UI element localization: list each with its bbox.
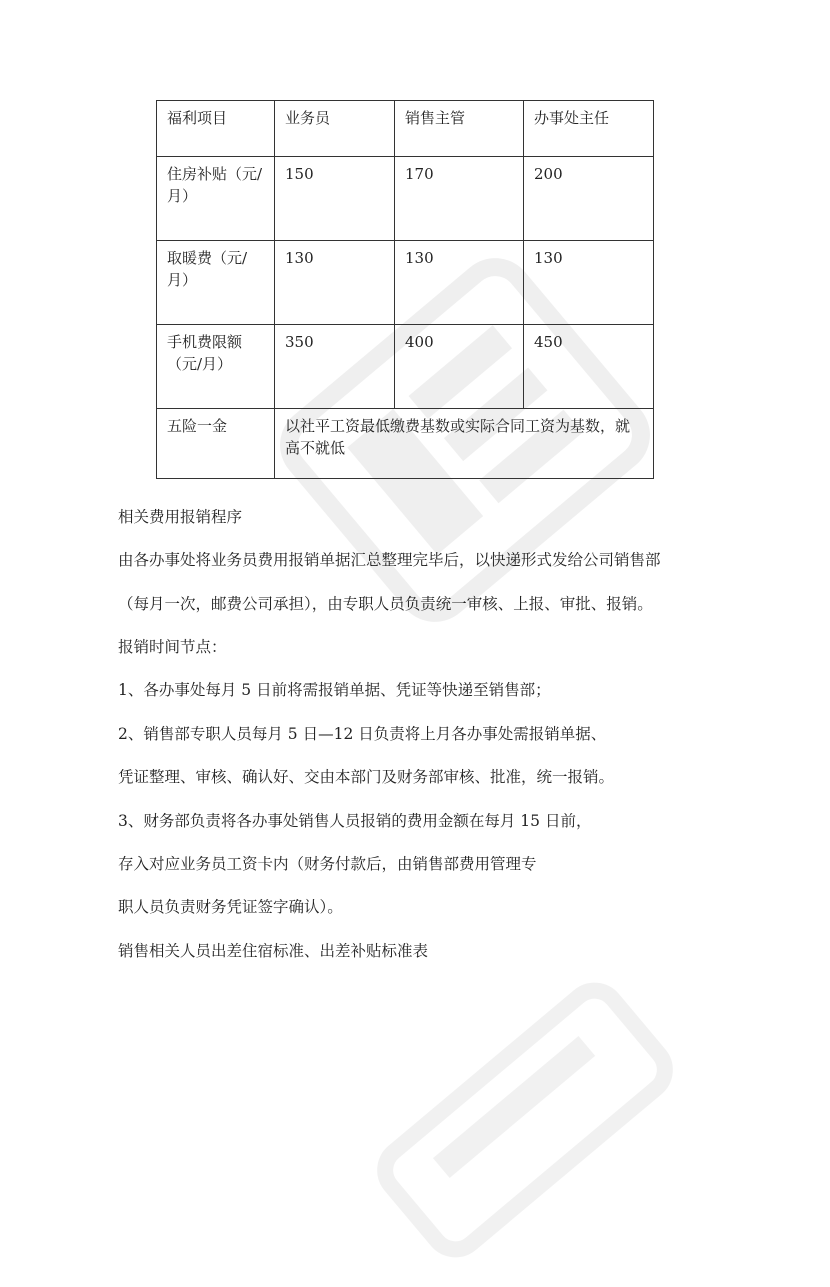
table-header-row [157, 101, 654, 157]
benefits-table [156, 100, 654, 479]
watermark-fragment-icon [347, 953, 703, 1287]
section-heading-reimbursement: 相关费用报销程序 [118, 508, 243, 526]
cell-value: 400 [395, 325, 524, 409]
row-label-heating: 取暖费（元/月） [157, 241, 275, 325]
list-item-continuation: 职人员负责财务凭证签字确认）。 [118, 898, 343, 916]
header-cell-office-director: 办事处主任 [524, 101, 654, 157]
list-item: 2、销售部专职人员每月 5 日—12 日负责将上月各办事处需报销单据、 [118, 725, 607, 743]
row-label-housing: 住房补贴（元/月） [157, 157, 275, 241]
list-item-continuation: 凭证整理、审核、确认好、交由本部门及财务部审核、批准，统一报销。 [118, 768, 615, 786]
cell-value: 150 [275, 157, 395, 241]
cell-value: 130 [275, 241, 395, 325]
table-row [157, 241, 654, 325]
row-label-phone: 手机费限额（元/月） [157, 325, 275, 409]
list-item-continuation: 存入对应业务员工资卡内（财务付款后，由销售部费用管理专 [118, 855, 537, 873]
table-row-insurance [157, 409, 654, 479]
body-paragraph: 由各办事处将业务员费用报销单据汇总整理完毕后，以快递形式发给公司销售部 [118, 551, 661, 569]
header-cell-item: 福利项目 [157, 101, 275, 157]
list-item: 3、财务部负责将各办事处销售人员报销的费用金额在每月 15 日前， [118, 812, 592, 830]
cell-value: 130 [524, 241, 654, 325]
table-row [157, 325, 654, 409]
header-cell-sales-supervisor: 销售主管 [395, 101, 524, 157]
section-heading-travel-standards: 销售相关人员出差住宿标准、出差补贴标准表 [118, 942, 429, 960]
cell-value: 170 [395, 157, 524, 241]
table-row [157, 157, 654, 241]
section-heading-timeline: 报销时间节点： [118, 638, 227, 656]
cell-value: 450 [524, 325, 654, 409]
cell-value: 200 [524, 157, 654, 241]
header-cell-salesman: 业务员 [275, 101, 395, 157]
body-paragraph: （每月一次，邮费公司承担），由专职人员负责统一审核、上报、审批、报销。 [118, 595, 653, 613]
row-label-insurance: 五险一金 [157, 409, 275, 479]
insurance-description: 以社平工资最低缴费基数或实际合同工资为基数，就高不就低 [275, 409, 654, 479]
list-item: 1、各办事处每月 5 日前将需报销单据、凭证等快递至销售部； [118, 681, 551, 699]
cell-value: 350 [275, 325, 395, 409]
cell-value: 130 [395, 241, 524, 325]
